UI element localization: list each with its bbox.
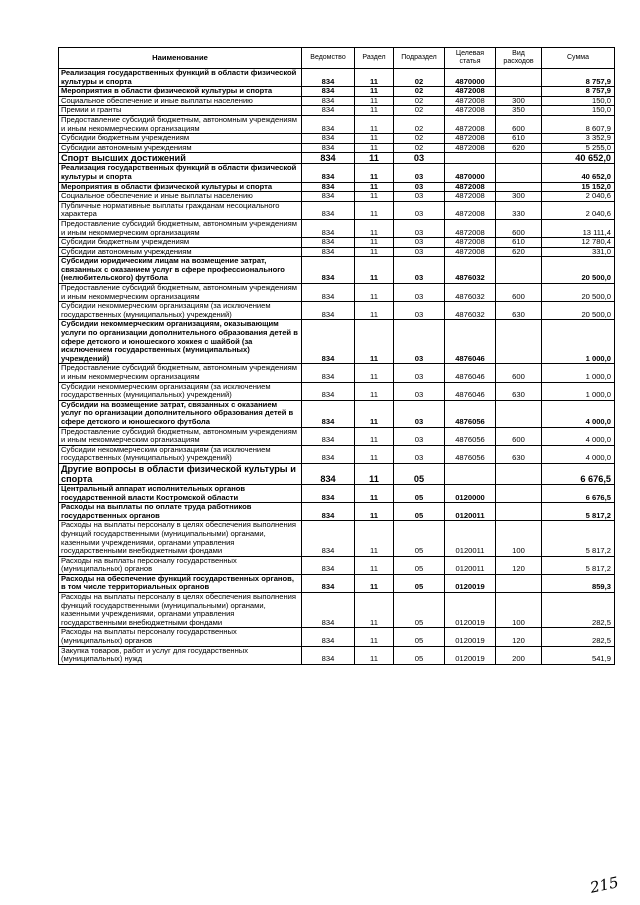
cell-cs: 4870000 <box>445 164 496 182</box>
cell-razdel: 11 <box>355 427 394 445</box>
cell-cs: 4872008 <box>445 192 496 202</box>
cell-name: Реализация государственных функций в области физической культуры и спорта <box>59 69 302 87</box>
cell-name: Мероприятия в области физической культуры и спорта <box>59 182 302 192</box>
budget-table-sheet <box>58 47 614 665</box>
cell-podrazdel: 02 <box>394 115 445 133</box>
cell-podrazdel: 05 <box>394 556 445 574</box>
cell-ved: 834 <box>302 69 355 87</box>
cell-vr: 100 <box>496 593 542 628</box>
cell-cs: 4872008 <box>445 238 496 248</box>
cell-podrazdel: 03 <box>394 153 445 164</box>
cell-razdel: 11 <box>355 247 394 257</box>
cell-razdel: 11 <box>355 364 394 382</box>
header-name: Наименование <box>59 48 302 69</box>
cell-ved: 834 <box>302 593 355 628</box>
cell-cs: 4876046 <box>445 320 496 364</box>
table-row <box>59 238 615 248</box>
cell-cs: 4870000 <box>445 69 496 87</box>
cell-summa: 282,5 <box>542 593 615 628</box>
cell-name: Закупка товаров, работ и услуг для государственных (муниципальных) нужд <box>59 646 302 664</box>
cell-podrazdel: 05 <box>394 593 445 628</box>
table-body <box>59 69 615 665</box>
cell-summa: 6 676,5 <box>542 463 615 484</box>
cell-ved: 834 <box>302 382 355 400</box>
cell-razdel: 11 <box>355 219 394 237</box>
cell-cs: 0120011 <box>445 556 496 574</box>
cell-vr: 300 <box>496 96 542 106</box>
cell-name: Субсидии бюджетным учреждениям <box>59 238 302 248</box>
cell-ved: 834 <box>302 400 355 427</box>
cell-ved: 834 <box>302 87 355 97</box>
cell-summa: 20 500,0 <box>542 284 615 302</box>
cell-cs: 4872008 <box>445 143 496 153</box>
table-row <box>59 400 615 427</box>
table-row <box>59 427 615 445</box>
table-row <box>59 69 615 87</box>
table-row <box>59 364 615 382</box>
table-row <box>59 153 615 164</box>
cell-summa: 2 040,6 <box>542 192 615 202</box>
cell-vr: 120 <box>496 628 542 646</box>
table-row <box>59 593 615 628</box>
cell-ved: 834 <box>302 182 355 192</box>
cell-cs: 0120019 <box>445 574 496 592</box>
cell-name: Субсидии некоммерческим организациям (за исключением государственных (муниципальных) учреждений) <box>59 445 302 463</box>
cell-podrazdel: 03 <box>394 427 445 445</box>
cell-summa: 331,0 <box>542 247 615 257</box>
cell-ved: 834 <box>302 463 355 484</box>
cell-razdel: 11 <box>355 302 394 320</box>
table-row <box>59 106 615 116</box>
cell-summa: 13 111,4 <box>542 219 615 237</box>
cell-summa: 3 352,9 <box>542 134 615 144</box>
cell-podrazdel: 03 <box>394 364 445 382</box>
cell-razdel: 11 <box>355 134 394 144</box>
cell-podrazdel: 02 <box>394 96 445 106</box>
cell-vr: 610 <box>496 238 542 248</box>
table-row <box>59 574 615 592</box>
cell-summa: 5 817,2 <box>542 556 615 574</box>
cell-podrazdel: 03 <box>394 164 445 182</box>
cell-summa: 5 817,2 <box>542 503 615 521</box>
cell-name: Расходы на выплаты персоналу в целях обеспечения выполнения функций государственными (муниципальными) органами, казенными учреждениями, органами управления государственными внебюджетными фондами <box>59 521 302 556</box>
cell-podrazdel: 02 <box>394 87 445 97</box>
cell-name: Субсидии автономным учреждениям <box>59 143 302 153</box>
cell-podrazdel: 03 <box>394 182 445 192</box>
cell-vr: 300 <box>496 192 542 202</box>
table-row <box>59 521 615 556</box>
table-header-row <box>59 48 615 69</box>
table-row <box>59 143 615 153</box>
cell-name: Субсидии юридическим лицам на возмещение затрат, связанных с оказанием услуг в сфере профессионального (нелюбительского) футбола <box>59 257 302 284</box>
cell-cs: 4872008 <box>445 106 496 116</box>
cell-summa: 8 757,9 <box>542 69 615 87</box>
cell-name: Социальное обеспечение и иные выплаты населению <box>59 96 302 106</box>
cell-podrazdel: 05 <box>394 574 445 592</box>
cell-vr <box>496 463 542 484</box>
cell-summa: 12 780,4 <box>542 238 615 248</box>
cell-summa: 2 040,6 <box>542 201 615 219</box>
cell-name: Предоставление субсидий бюджетным, автономным учреждениям и иным некоммерческим организациям <box>59 364 302 382</box>
table-row <box>59 219 615 237</box>
cell-razdel: 11 <box>355 115 394 133</box>
header-ved: Ведомство <box>302 48 355 69</box>
cell-razdel: 11 <box>355 87 394 97</box>
cell-vr <box>496 503 542 521</box>
cell-name: Спорт высших достижений <box>59 153 302 164</box>
table-row <box>59 164 615 182</box>
cell-razdel: 11 <box>355 192 394 202</box>
header-vr: Вид расходов <box>496 48 542 69</box>
cell-razdel: 11 <box>355 556 394 574</box>
cell-cs: 4872008 <box>445 219 496 237</box>
cell-podrazdel: 03 <box>394 382 445 400</box>
table-row <box>59 556 615 574</box>
cell-vr <box>496 574 542 592</box>
cell-summa: 20 500,0 <box>542 302 615 320</box>
cell-ved: 834 <box>302 134 355 144</box>
cell-summa: 5 817,2 <box>542 521 615 556</box>
cell-podrazdel: 03 <box>394 219 445 237</box>
cell-razdel: 11 <box>355 320 394 364</box>
cell-cs <box>445 463 496 484</box>
cell-razdel: 11 <box>355 445 394 463</box>
cell-razdel: 11 <box>355 400 394 427</box>
cell-cs: 0120011 <box>445 503 496 521</box>
cell-cs: 4876056 <box>445 427 496 445</box>
table-row <box>59 463 615 484</box>
table-row <box>59 87 615 97</box>
header-cs: Целевая статья <box>445 48 496 69</box>
cell-cs: 4872008 <box>445 87 496 97</box>
table-row <box>59 201 615 219</box>
cell-razdel: 11 <box>355 153 394 164</box>
cell-summa: 1 000,0 <box>542 320 615 364</box>
cell-ved: 834 <box>302 257 355 284</box>
cell-name: Расходы на обеспечение функций государственных органов, в том числе территориальных органов <box>59 574 302 592</box>
budget-table <box>58 47 615 665</box>
cell-vr: 100 <box>496 521 542 556</box>
page-number: 215 <box>588 873 621 897</box>
cell-ved: 834 <box>302 238 355 248</box>
cell-name: Центральный аппарат исполнительных органов государственной власти Костромской области <box>59 484 302 502</box>
cell-ved: 834 <box>302 153 355 164</box>
table-row <box>59 320 615 364</box>
cell-podrazdel: 02 <box>394 143 445 153</box>
cell-vr: 630 <box>496 302 542 320</box>
cell-name: Расходы на выплаты персоналу государственных (муниципальных) органов <box>59 628 302 646</box>
cell-vr: 630 <box>496 382 542 400</box>
cell-ved: 834 <box>302 106 355 116</box>
cell-vr: 620 <box>496 247 542 257</box>
cell-vr <box>496 69 542 87</box>
cell-ved: 834 <box>302 143 355 153</box>
cell-ved: 834 <box>302 164 355 182</box>
cell-name: Субсидии некоммерческим организациям (за исключением государственных (муниципальных) учреждений) <box>59 302 302 320</box>
cell-name: Другие вопросы в области физической культуры и спорта <box>59 463 302 484</box>
cell-razdel: 11 <box>355 96 394 106</box>
cell-summa: 6 676,5 <box>542 484 615 502</box>
cell-vr: 610 <box>496 134 542 144</box>
cell-cs: 4872008 <box>445 182 496 192</box>
cell-razdel: 11 <box>355 201 394 219</box>
cell-ved: 834 <box>302 646 355 664</box>
cell-podrazdel: 02 <box>394 69 445 87</box>
cell-cs: 0120011 <box>445 521 496 556</box>
cell-cs: 4872008 <box>445 134 496 144</box>
cell-ved: 834 <box>302 247 355 257</box>
cell-razdel: 11 <box>355 182 394 192</box>
cell-vr <box>496 182 542 192</box>
cell-vr: 620 <box>496 143 542 153</box>
cell-razdel: 11 <box>355 463 394 484</box>
table-row <box>59 628 615 646</box>
cell-razdel: 11 <box>355 164 394 182</box>
cell-name: Расходы на выплаты по оплате труда работников государственных органов <box>59 503 302 521</box>
cell-podrazdel: 03 <box>394 192 445 202</box>
cell-name: Социальное обеспечение и иные выплаты населению <box>59 192 302 202</box>
table-row <box>59 96 615 106</box>
table-row <box>59 445 615 463</box>
cell-ved: 834 <box>302 302 355 320</box>
header-summa: Сумма <box>542 48 615 69</box>
cell-razdel: 11 <box>355 382 394 400</box>
cell-summa: 1 000,0 <box>542 382 615 400</box>
cell-cs: 4876032 <box>445 284 496 302</box>
cell-summa: 8 757,9 <box>542 87 615 97</box>
table-row <box>59 503 615 521</box>
cell-name: Реализация государственных функций в области физической культуры и спорта <box>59 164 302 182</box>
cell-podrazdel: 05 <box>394 646 445 664</box>
table-row <box>59 134 615 144</box>
cell-vr: 600 <box>496 284 542 302</box>
cell-vr: 600 <box>496 427 542 445</box>
cell-vr: 600 <box>496 115 542 133</box>
cell-vr: 120 <box>496 556 542 574</box>
cell-razdel: 11 <box>355 503 394 521</box>
cell-ved: 834 <box>302 574 355 592</box>
cell-podrazdel: 05 <box>394 463 445 484</box>
cell-name: Предоставление субсидий бюджетным, автономным учреждениям и иным некоммерческим организациям <box>59 284 302 302</box>
cell-razdel: 11 <box>355 484 394 502</box>
cell-ved: 834 <box>302 445 355 463</box>
cell-name: Субсидии на возмещение затрат, связанных с оказанием услуг по организации дополнительного образования детей в сфере детского и юношеского футбола <box>59 400 302 427</box>
cell-cs: 4876046 <box>445 382 496 400</box>
table-row <box>59 646 615 664</box>
cell-name: Субсидии некоммерческим организациям, оказывающим услуги по организации дополнительного образования детей в сфере детского и юношеского хоккея с шайбой (за исключением государственных (муниципальных) учреждений) <box>59 320 302 364</box>
cell-razdel: 11 <box>355 284 394 302</box>
cell-ved: 834 <box>302 628 355 646</box>
cell-summa: 4 000,0 <box>542 445 615 463</box>
table-row <box>59 115 615 133</box>
header-razdel: Раздел <box>355 48 394 69</box>
cell-summa: 150,0 <box>542 96 615 106</box>
cell-vr <box>496 164 542 182</box>
cell-summa: 4 000,0 <box>542 400 615 427</box>
cell-podrazdel: 03 <box>394 238 445 248</box>
cell-razdel: 11 <box>355 69 394 87</box>
cell-ved: 834 <box>302 556 355 574</box>
cell-ved: 834 <box>302 521 355 556</box>
cell-cs: 4876056 <box>445 400 496 427</box>
cell-ved: 834 <box>302 503 355 521</box>
cell-summa: 4 000,0 <box>542 427 615 445</box>
cell-name: Предоставление субсидий бюджетным, автономным учреждениям и иным некоммерческим организациям <box>59 115 302 133</box>
cell-vr: 200 <box>496 646 542 664</box>
cell-vr: 600 <box>496 364 542 382</box>
cell-ved: 834 <box>302 201 355 219</box>
cell-ved: 834 <box>302 364 355 382</box>
cell-podrazdel: 03 <box>394 302 445 320</box>
cell-podrazdel: 02 <box>394 134 445 144</box>
cell-name: Премии и гранты <box>59 106 302 116</box>
cell-cs: 4876046 <box>445 364 496 382</box>
cell-summa: 541,9 <box>542 646 615 664</box>
cell-podrazdel: 05 <box>394 628 445 646</box>
cell-vr: 600 <box>496 219 542 237</box>
cell-ved: 834 <box>302 115 355 133</box>
cell-cs: 4872008 <box>445 201 496 219</box>
cell-vr <box>496 484 542 502</box>
cell-razdel: 11 <box>355 521 394 556</box>
cell-vr: 330 <box>496 201 542 219</box>
cell-podrazdel: 03 <box>394 257 445 284</box>
cell-vr: 630 <box>496 445 542 463</box>
cell-cs <box>445 153 496 164</box>
header-podrazdel: Подраздел <box>394 48 445 69</box>
cell-summa: 20 500,0 <box>542 257 615 284</box>
cell-summa: 40 652,0 <box>542 153 615 164</box>
cell-cs: 0120019 <box>445 646 496 664</box>
cell-cs: 4872008 <box>445 115 496 133</box>
cell-vr <box>496 400 542 427</box>
cell-ved: 834 <box>302 192 355 202</box>
cell-podrazdel: 05 <box>394 521 445 556</box>
cell-vr: 350 <box>496 106 542 116</box>
cell-podrazdel: 05 <box>394 503 445 521</box>
cell-cs: 4876032 <box>445 302 496 320</box>
cell-name: Мероприятия в области физической культуры и спорта <box>59 87 302 97</box>
cell-name: Предоставление субсидий бюджетным, автономным учреждениям и иным некоммерческим организациям <box>59 219 302 237</box>
cell-ved: 834 <box>302 284 355 302</box>
cell-podrazdel: 03 <box>394 201 445 219</box>
cell-podrazdel: 03 <box>394 445 445 463</box>
cell-cs: 0120000 <box>445 484 496 502</box>
table-row <box>59 257 615 284</box>
cell-cs: 4872008 <box>445 96 496 106</box>
cell-cs: 4876032 <box>445 257 496 284</box>
cell-podrazdel: 03 <box>394 400 445 427</box>
cell-ved: 834 <box>302 320 355 364</box>
table-row <box>59 382 615 400</box>
cell-podrazdel: 02 <box>394 106 445 116</box>
cell-ved: 834 <box>302 219 355 237</box>
cell-name: Субсидии бюджетным учреждениям <box>59 134 302 144</box>
table-row <box>59 302 615 320</box>
cell-podrazdel: 03 <box>394 320 445 364</box>
cell-ved: 834 <box>302 96 355 106</box>
cell-vr <box>496 320 542 364</box>
cell-summa: 8 607,9 <box>542 115 615 133</box>
cell-name: Предоставление субсидий бюджетным, автономным учреждениям и иным некоммерческим организациям <box>59 427 302 445</box>
cell-summa: 40 652,0 <box>542 164 615 182</box>
cell-ved: 834 <box>302 427 355 445</box>
cell-razdel: 11 <box>355 593 394 628</box>
cell-podrazdel: 03 <box>394 247 445 257</box>
cell-razdel: 11 <box>355 257 394 284</box>
cell-name: Субсидии автономным учреждениям <box>59 247 302 257</box>
cell-razdel: 11 <box>355 106 394 116</box>
cell-name: Расходы на выплаты персоналу государственных (муниципальных) органов <box>59 556 302 574</box>
table-row <box>59 192 615 202</box>
cell-vr <box>496 257 542 284</box>
table-row <box>59 284 615 302</box>
cell-razdel: 11 <box>355 143 394 153</box>
cell-summa: 859,3 <box>542 574 615 592</box>
cell-cs: 0120019 <box>445 593 496 628</box>
cell-razdel: 11 <box>355 238 394 248</box>
cell-vr <box>496 153 542 164</box>
cell-podrazdel: 03 <box>394 284 445 302</box>
table-row <box>59 182 615 192</box>
cell-cs: 4876056 <box>445 445 496 463</box>
cell-summa: 5 255,0 <box>542 143 615 153</box>
cell-cs: 4872008 <box>445 247 496 257</box>
table-row <box>59 484 615 502</box>
cell-summa: 1 000,0 <box>542 364 615 382</box>
cell-cs: 0120019 <box>445 628 496 646</box>
cell-summa: 282,5 <box>542 628 615 646</box>
cell-razdel: 11 <box>355 628 394 646</box>
cell-ved: 834 <box>302 484 355 502</box>
cell-vr <box>496 87 542 97</box>
cell-name: Расходы на выплаты персоналу в целях обеспечения выполнения функций государственными (муниципальными) органами, казенными учреждениями, органами управления государственными внебюджетными фондами <box>59 593 302 628</box>
cell-razdel: 11 <box>355 574 394 592</box>
cell-summa: 150,0 <box>542 106 615 116</box>
cell-name: Субсидии некоммерческим организациям (за исключением государственных (муниципальных) учреждений) <box>59 382 302 400</box>
cell-summa: 15 152,0 <box>542 182 615 192</box>
cell-name: Публичные нормативные выплаты гражданам несоциального характера <box>59 201 302 219</box>
cell-podrazdel: 05 <box>394 484 445 502</box>
cell-razdel: 11 <box>355 646 394 664</box>
table-row <box>59 247 615 257</box>
